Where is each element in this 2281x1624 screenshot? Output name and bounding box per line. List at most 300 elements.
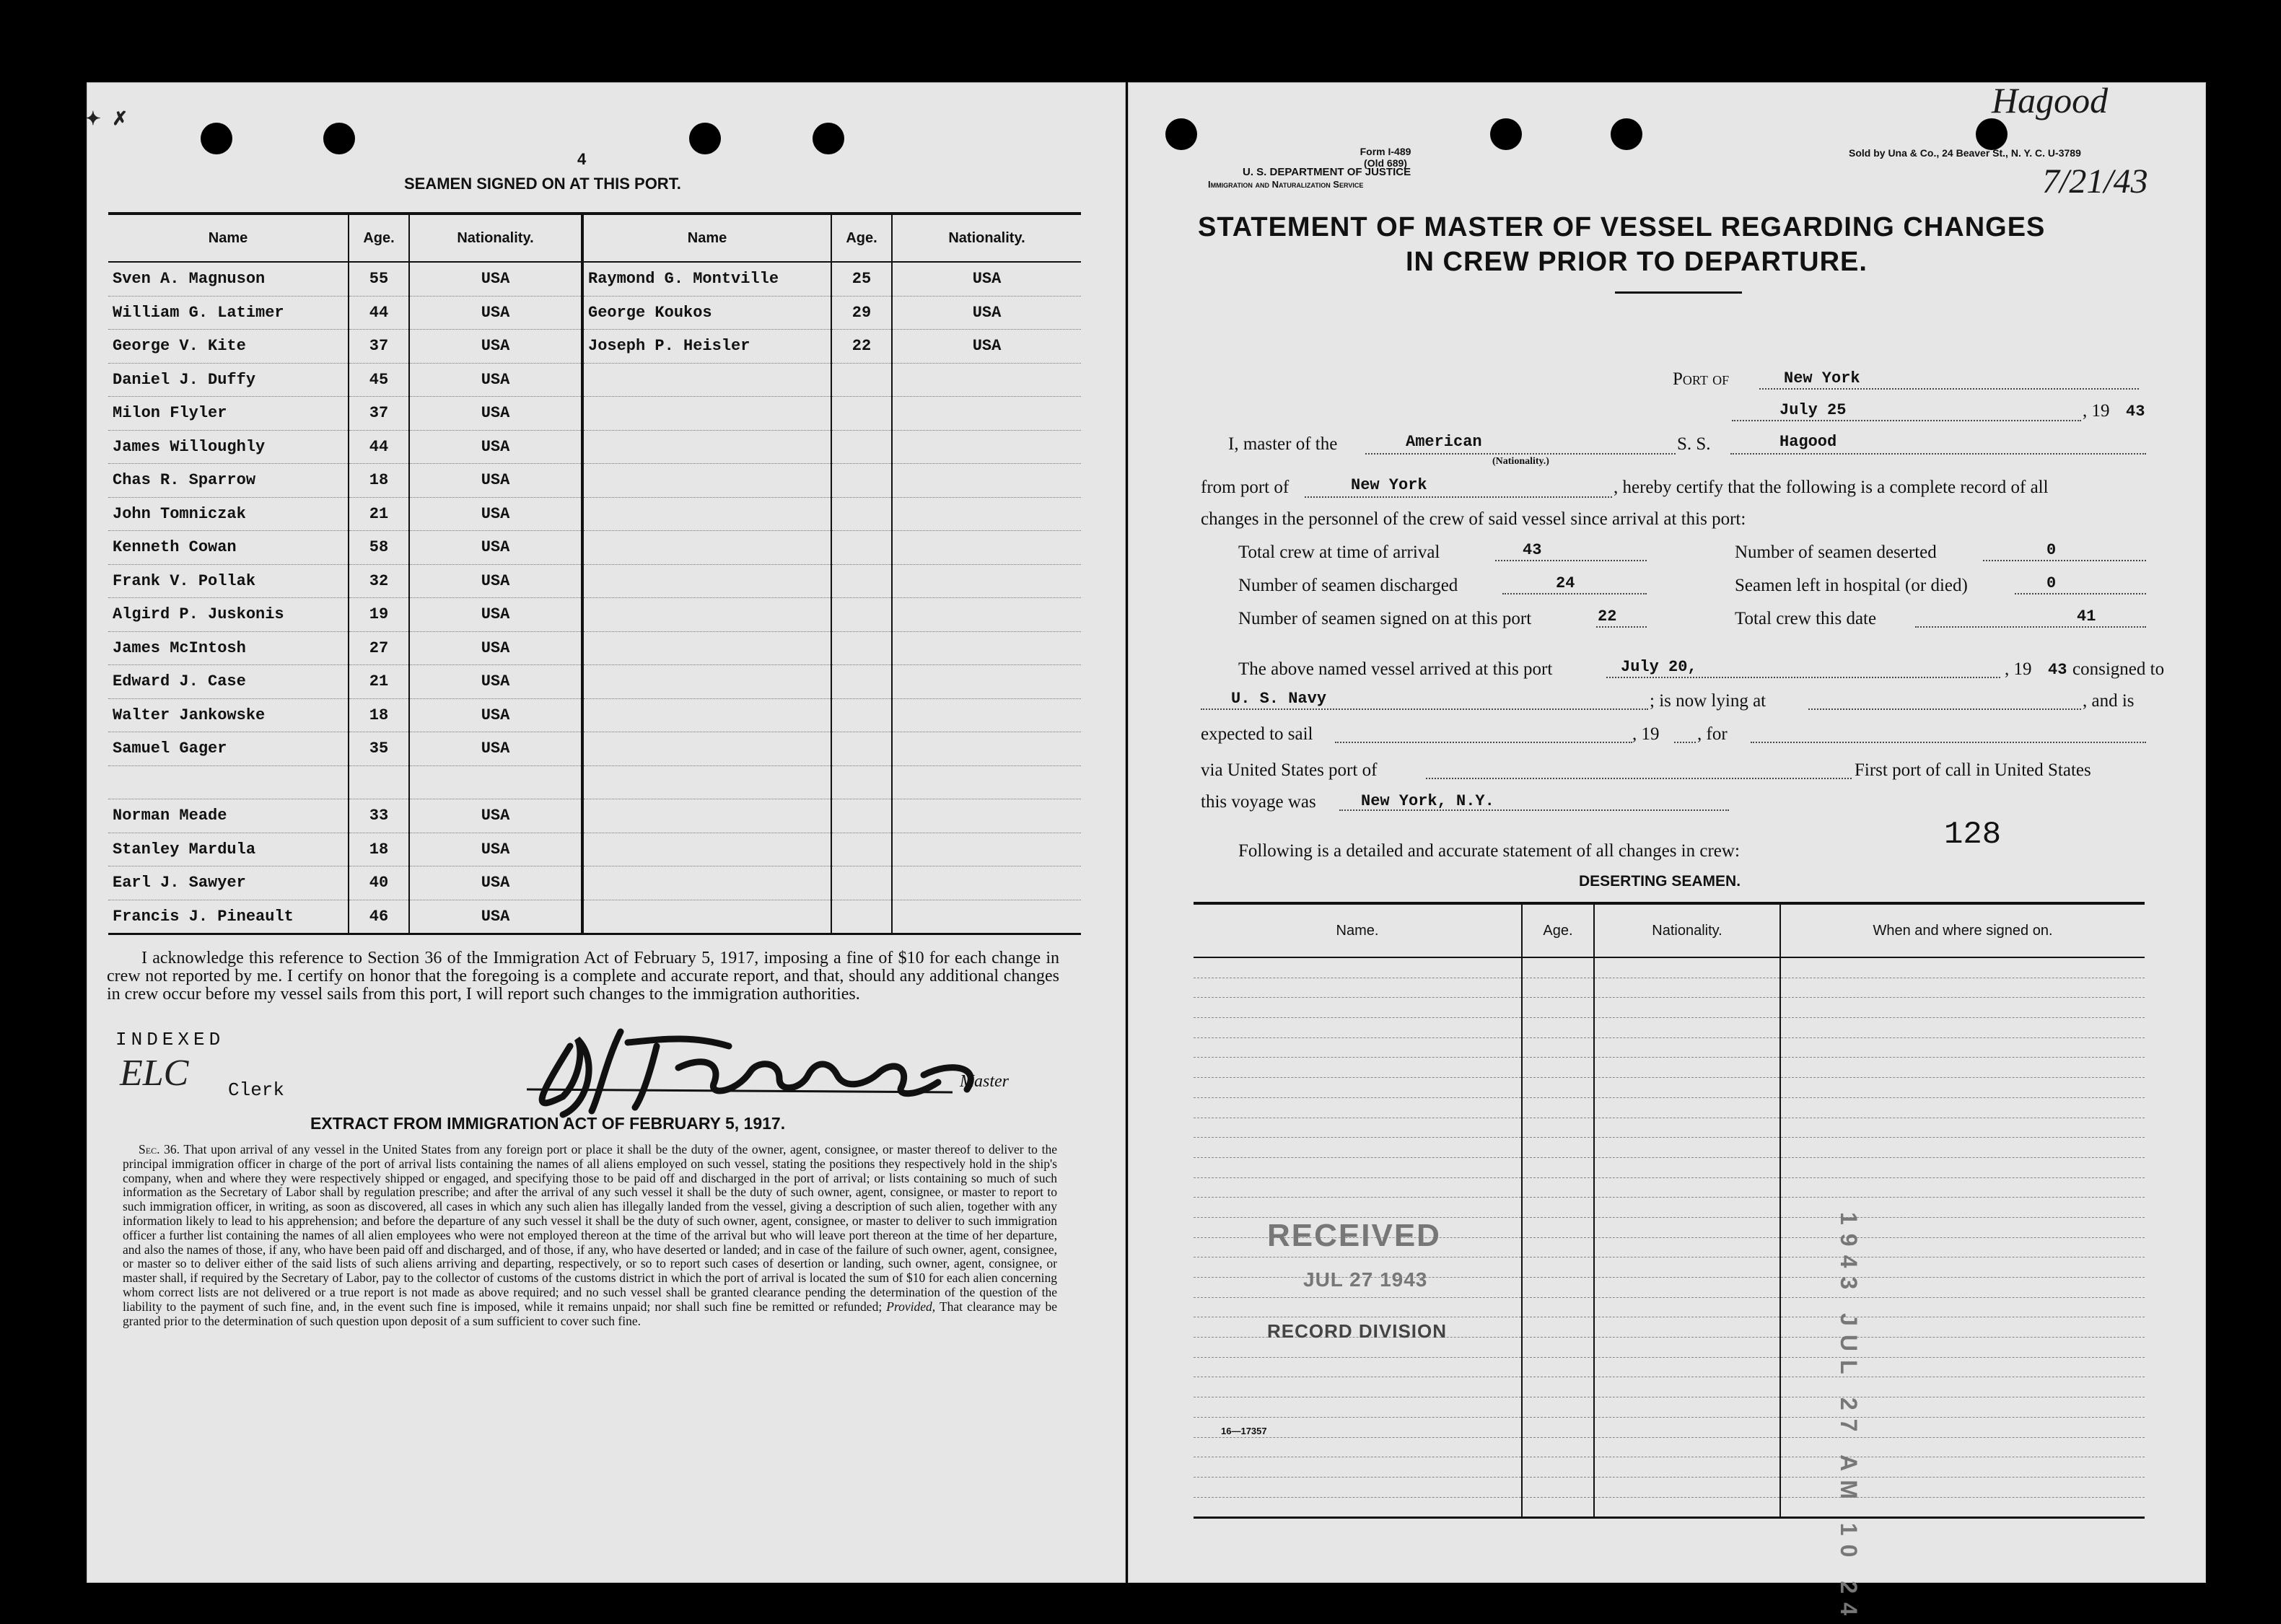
table-row [1194, 1138, 2145, 1158]
table-row [1194, 1417, 2145, 1437]
crew-age [831, 531, 892, 565]
crew-nationality: USA [409, 363, 582, 397]
crew-age [831, 732, 892, 766]
blank-cell [1522, 1157, 1594, 1177]
crew-name: William G. Latimer [108, 296, 349, 330]
table-row [108, 363, 1081, 397]
discharged-label: Number of seamen discharged [1238, 576, 1458, 595]
blank-cell [1194, 1437, 1522, 1457]
blank-cell [1194, 1497, 1522, 1518]
blank-cell [1594, 1417, 1780, 1437]
lying-label: ; is now lying at [1650, 691, 1766, 711]
binder-hole [323, 123, 355, 154]
total-arrival-label: Total crew at time of arrival [1238, 543, 1440, 562]
crew-age [831, 631, 892, 665]
total-arrival-value: 43 [1523, 541, 1542, 559]
crew-age: 18 [349, 698, 409, 732]
nationality-value: American [1406, 433, 1482, 451]
table-row [1194, 1058, 2145, 1078]
crew-age: 22 [831, 330, 892, 364]
table-row [108, 296, 1081, 330]
col-age: Age. [349, 214, 409, 262]
crew-nationality: USA [892, 262, 1081, 296]
crew-name [108, 765, 349, 799]
blank-cell [1594, 1018, 1780, 1038]
expected-label: expected to sail [1201, 724, 1313, 744]
blank-cell [1522, 1037, 1594, 1058]
col-name: Name [108, 214, 349, 262]
blank-cell [1594, 1138, 1780, 1158]
blank-cell [1522, 1198, 1594, 1218]
binder-hole [689, 123, 721, 154]
crew-age: 27 [349, 631, 409, 665]
table-row [108, 631, 1081, 665]
crew-age: 29 [831, 296, 892, 330]
crew-nationality [892, 464, 1081, 498]
blank-cell [1594, 1078, 1780, 1098]
table-row [108, 665, 1081, 699]
blank-cell [1522, 957, 1594, 978]
crew-nationality: USA [409, 799, 582, 833]
crew-age: 45 [349, 363, 409, 397]
crew-age: 58 [349, 531, 409, 565]
blank-cell [1522, 1177, 1594, 1198]
blank-cell [1194, 1357, 1522, 1377]
blank-cell [1780, 1037, 2145, 1058]
crew-name: George Koukos [582, 296, 831, 330]
port-of-label: Port of [1673, 369, 1730, 389]
blank-cell [1522, 1257, 1594, 1278]
blank-cell [1594, 998, 1780, 1018]
handwritten-ship-name: Hagood [1992, 80, 2109, 120]
table-row [1194, 998, 2145, 1018]
table-row [1194, 1097, 2145, 1118]
crew-nationality: USA [892, 330, 1081, 364]
crew-name [582, 732, 831, 766]
table-row [1194, 1078, 2145, 1098]
col-name: Name. [1194, 903, 1522, 957]
blank-cell [1780, 1078, 2145, 1098]
blank-cell [1522, 1278, 1594, 1298]
blank-cell [1594, 1198, 1780, 1218]
crew-name [582, 866, 831, 900]
port-of-value: New York [1784, 369, 1860, 387]
crew-nationality: USA [409, 732, 582, 766]
crew-name: Sven A. Magnuson [108, 262, 349, 296]
signed-on-value: 22 [1598, 607, 1617, 626]
blank-cell [1522, 1457, 1594, 1478]
blank-cell [1594, 1437, 1780, 1457]
table-row [108, 330, 1081, 364]
year-prefix: , 19 [2083, 401, 2110, 421]
page-number: 4 [577, 150, 587, 168]
nationality-caption: (Nationality.) [1492, 456, 1549, 467]
ss-label: S. S. [1677, 434, 1711, 454]
crew-age: 18 [349, 833, 409, 866]
total-date-value: 41 [2077, 607, 2096, 626]
arrived-value: July 20, [1621, 658, 1697, 676]
table-row [108, 765, 1081, 799]
crew-age [831, 900, 892, 934]
blank-cell [1194, 957, 1522, 978]
crew-nationality [892, 665, 1081, 699]
table-row [1194, 1377, 2145, 1397]
clerk-initials: ELC [120, 1053, 189, 1094]
and-is-label: , and is [2083, 691, 2135, 711]
table-row [108, 430, 1081, 464]
crew-nationality [892, 397, 1081, 431]
blank-cell [1594, 1217, 1780, 1237]
crew-nationality: USA [409, 497, 582, 531]
crew-age: 33 [349, 799, 409, 833]
crew-age: 32 [349, 564, 409, 598]
blank-cell [1594, 1477, 1780, 1497]
table-row [108, 866, 1081, 900]
crew-nationality: USA [409, 262, 582, 296]
crew-age [831, 799, 892, 833]
blank-cell [1522, 1097, 1594, 1118]
crew-age: 46 [349, 900, 409, 934]
table-row [108, 262, 1081, 296]
blank-cell [1594, 1157, 1780, 1177]
blank-cell [1194, 1138, 1522, 1158]
col-nationality: Nationality. [1594, 903, 1780, 957]
crew-age: 19 [349, 598, 409, 632]
blank-cell [1194, 1058, 1522, 1078]
form-title-line-1: STATEMENT OF MASTER OF VESSEL REGARDING CHANGES [1198, 212, 2046, 242]
crew-nationality: USA [409, 866, 582, 900]
arrived-year-value: 43 [2048, 661, 2067, 679]
table-row [108, 732, 1081, 766]
crew-name [582, 665, 831, 699]
crew-nationality [892, 497, 1081, 531]
handwritten-date: 7/21/43 [2042, 162, 2148, 201]
blank-cell [1522, 1317, 1594, 1338]
page-number-stamp: 128 [1944, 817, 2002, 853]
crew-name: Joseph P. Heisler [582, 330, 831, 364]
blank-cell [1780, 998, 2145, 1018]
total-date-label: Total crew this date [1735, 609, 1877, 628]
consigned-label: consigned to [2072, 659, 2165, 679]
blank-cell [1594, 1037, 1780, 1058]
crew-name [582, 497, 831, 531]
ship-name: Hagood [1779, 433, 1837, 451]
blank-cell [1594, 1097, 1780, 1118]
crew-nationality [892, 631, 1081, 665]
title-rule [1615, 291, 1742, 294]
blank-cell [1780, 1097, 2145, 1118]
blank-cell [1780, 978, 2145, 998]
table-row [108, 698, 1081, 732]
arrived-label: The above named vessel arrived at this port [1238, 659, 1553, 679]
crew-nationality [892, 765, 1081, 799]
col-nationality-2: Nationality. [892, 214, 1081, 262]
blank-cell [1780, 1138, 2145, 1158]
table-row [1194, 1037, 2145, 1058]
crew-age: 55 [349, 262, 409, 296]
crew-name: Norman Meade [108, 799, 349, 833]
hospital-label: Seamen left in hospital (or died) [1735, 576, 1968, 595]
table-row [108, 397, 1081, 431]
blank-cell [1594, 1338, 1780, 1358]
crew-nationality: USA [409, 665, 582, 699]
crew-name [582, 397, 831, 431]
table-row [1194, 1118, 2145, 1138]
discharged-value: 24 [1556, 574, 1575, 592]
table-row [1194, 1457, 2145, 1478]
table-row [1194, 1198, 2145, 1218]
form-title-line-2: IN CREW PRIOR TO DEPARTURE. [1406, 247, 1868, 277]
footer-code: 16—17357 [1221, 1426, 1267, 1436]
crew-age: 25 [831, 262, 892, 296]
crew-nationality: USA [409, 900, 582, 934]
crew-nationality: USA [409, 698, 582, 732]
master-signature [520, 1017, 1010, 1118]
blank-cell [1522, 1078, 1594, 1098]
crew-name [582, 833, 831, 866]
crew-name: Frank V. Pollak [108, 564, 349, 598]
crew-name: James Willoughly [108, 430, 349, 464]
crew-name: Raymond G. Montville [582, 262, 831, 296]
blank-cell [1522, 1138, 1594, 1158]
table-row [1194, 1177, 2145, 1198]
table-row [108, 799, 1081, 833]
section-title: SEAMEN SIGNED ON AT THIS PORT. [404, 175, 681, 193]
crew-nationality: USA [409, 833, 582, 866]
blank-cell [1522, 1297, 1594, 1317]
blank-cell [1194, 978, 1522, 998]
blank-cell [1194, 1297, 1522, 1317]
col-name-2: Name [582, 214, 831, 262]
crew-name: James McIntosh [108, 631, 349, 665]
crew-name: Kenneth Cowan [108, 531, 349, 565]
crew-age [831, 765, 892, 799]
col-age-2: Age. [831, 214, 892, 262]
blank-cell [1194, 1177, 1522, 1198]
blank-cell [1194, 1018, 1522, 1038]
deserted-value: 0 [2046, 541, 2057, 559]
table-row [1194, 1357, 2145, 1377]
blank-cell [1780, 1058, 2145, 1078]
received-stamp: RECEIVED [1267, 1218, 1441, 1253]
blank-cell [1522, 1058, 1594, 1078]
blank-cell [1194, 1097, 1522, 1118]
blank-cell [1522, 1357, 1594, 1377]
expected-year-label: , 19 [1632, 724, 1660, 744]
crew-name [582, 564, 831, 598]
blank-cell [1594, 1297, 1780, 1317]
table-row [1194, 1297, 2145, 1317]
year-value: 43 [2126, 403, 2145, 421]
voyage-label: this voyage was [1201, 792, 1316, 812]
crew-age [831, 430, 892, 464]
form-number: Form I-489 (Old 689) [1360, 146, 1411, 169]
crew-name [582, 799, 831, 833]
crew-age [831, 598, 892, 632]
crew-name [582, 531, 831, 565]
crew-nationality [892, 598, 1081, 632]
blank-cell [1194, 1377, 1522, 1397]
blank-cell [1194, 1397, 1522, 1418]
crew-nationality: USA [409, 598, 582, 632]
crew-name: Francis J. Pineault [108, 900, 349, 934]
crew-age [831, 464, 892, 498]
crew-age [831, 866, 892, 900]
crew-nationality: USA [409, 531, 582, 565]
crew-nationality: USA [409, 430, 582, 464]
crew-name: Walter Jankowske [108, 698, 349, 732]
crew-nationality: USA [409, 564, 582, 598]
crew-age: 35 [349, 732, 409, 766]
crew-name: John Tomniczak [108, 497, 349, 531]
signed-on-label: Number of seamen signed on at this port [1238, 609, 1532, 628]
crew-age: 37 [349, 397, 409, 431]
table-row [1194, 1018, 2145, 1038]
crew-age: 21 [349, 497, 409, 531]
binder-hole [1165, 118, 1197, 150]
crew-nationality: USA [409, 631, 582, 665]
deserting-seamen-table [1194, 902, 2145, 1519]
department: U. S. DEPARTMENT OF JUSTICE [1243, 166, 1411, 178]
col-age: Age. [1522, 903, 1594, 957]
blank-cell [1522, 1497, 1594, 1518]
crew-age [831, 665, 892, 699]
table-row [108, 564, 1081, 598]
crew-nationality [892, 363, 1081, 397]
binder-hole [201, 123, 232, 154]
blank-cell [1594, 1357, 1780, 1377]
acknowledgement-text: I acknowledge this reference to Section 36 of the Immigration Act of February 5, 1917, imposing a fine of $10 for each change in crew not reported by me. I certify on honor that the foregoing is a complete and accurate report, and that, should any additional changes in crew occur before my vessel sails from this port, I will report such changes to the immigration authorities. [107, 949, 1059, 1004]
blank-cell [1522, 1377, 1594, 1397]
crew-name: Milon Flyler [108, 397, 349, 431]
side-date-stamp: 1943 JUL 27 AM 10 24 [1836, 1212, 1862, 1624]
crew-age: 44 [349, 430, 409, 464]
crew-name: Daniel J. Duffy [108, 363, 349, 397]
consignee-value: U. S. Navy [1231, 690, 1327, 708]
crew-nationality: USA [892, 296, 1081, 330]
blank-cell [1594, 978, 1780, 998]
blank-cell [1194, 1078, 1522, 1098]
blank-cell [1194, 998, 1522, 1018]
crew-age: 44 [349, 296, 409, 330]
blank-cell [1780, 1018, 2145, 1038]
blank-cell [1594, 1317, 1780, 1338]
table-row [1194, 957, 2145, 978]
blank-cell [1194, 1118, 1522, 1138]
certify-text-2: changes in the personnel of the crew of said vessel since arrival at this port: [1201, 509, 1746, 529]
following-label: Following is a detailed and accurate statement of all changes in crew: [1238, 841, 1740, 861]
blank-cell [1780, 957, 2145, 978]
col-when-where: When and where signed on. [1780, 903, 2145, 957]
master-of-label: I, master of the [1228, 434, 1338, 454]
crew-age [349, 765, 409, 799]
table-row [1194, 1397, 2145, 1418]
blank-cell [1594, 1497, 1780, 1518]
crew-name [582, 363, 831, 397]
corner-mark: ✦ ✗ [85, 109, 128, 131]
from-port-value: New York [1351, 476, 1427, 494]
blank-cell [1194, 1457, 1522, 1478]
crew-name: Samuel Gager [108, 732, 349, 766]
crew-name [582, 430, 831, 464]
blank-cell [1522, 978, 1594, 998]
crew-age: 40 [349, 866, 409, 900]
crew-nationality: USA [409, 330, 582, 364]
table-row [1194, 1437, 2145, 1457]
blank-cell [1594, 1257, 1780, 1278]
table-row [1194, 978, 2145, 998]
crew-name [582, 631, 831, 665]
certify-text: , hereby certify that the following is a complete record of all [1614, 478, 2049, 497]
crew-nationality [892, 900, 1081, 934]
binder-hole [1976, 118, 2008, 150]
blank-cell [1594, 957, 1780, 978]
extract-title: EXTRACT FROM IMMIGRATION ACT OF FEBRUARY 5, 1917. [310, 1114, 786, 1133]
service: Immigration and Naturalization Service [1208, 179, 1364, 190]
crew-nationality: USA [409, 397, 582, 431]
crew-table [108, 212, 1081, 935]
crew-name [582, 900, 831, 934]
clerk-label: Clerk [228, 1079, 285, 1101]
arrived-year-prefix: , 19 [2005, 659, 2032, 679]
crew-name [582, 464, 831, 498]
table-row [1194, 1477, 2145, 1497]
blank-cell [1594, 1058, 1780, 1078]
crew-age [831, 363, 892, 397]
blank-cell [1594, 1177, 1780, 1198]
crew-nationality [892, 430, 1081, 464]
crew-nationality: USA [409, 464, 582, 498]
blank-cell [1780, 1177, 2145, 1198]
first-port-label: First port of call in United States [1855, 760, 2091, 780]
crew-age [831, 397, 892, 431]
crew-nationality [409, 765, 582, 799]
crew-age: 21 [349, 665, 409, 699]
crew-name: Stanley Mardula [108, 833, 349, 866]
master-label: Master [960, 1072, 1009, 1091]
indexed-stamp: INDEXED [115, 1029, 225, 1050]
table-row [108, 531, 1081, 565]
binder-hole [1490, 118, 1522, 150]
blank-cell [1522, 1118, 1594, 1138]
blank-cell [1594, 1278, 1780, 1298]
table-row [108, 464, 1081, 498]
crew-age [831, 698, 892, 732]
blank-cell [1522, 1018, 1594, 1038]
hospital-value: 0 [2046, 574, 2057, 592]
crew-nationality [892, 732, 1081, 766]
blank-cell [1594, 1457, 1780, 1478]
blank-cell [1522, 1338, 1594, 1358]
crew-name: Chas R. Sparrow [108, 464, 349, 498]
crew-nationality: USA [409, 296, 582, 330]
blank-cell [1594, 1118, 1780, 1138]
crew-nationality [892, 866, 1081, 900]
blank-cell [1594, 1377, 1780, 1397]
table-row [1194, 1497, 2145, 1518]
crew-age [831, 833, 892, 866]
blank-cell [1594, 1397, 1780, 1418]
crew-nationality [892, 531, 1081, 565]
table-row [108, 497, 1081, 531]
blank-cell [1522, 1237, 1594, 1257]
blank-cell [1780, 1157, 2145, 1177]
blank-cell [1522, 1397, 1594, 1418]
crew-age: 18 [349, 464, 409, 498]
crew-name [582, 765, 831, 799]
table-row [108, 833, 1081, 866]
seller-note: Sold by Una & Co., 24 Beaver St., N. Y. C. U-3789 [1849, 147, 2081, 159]
